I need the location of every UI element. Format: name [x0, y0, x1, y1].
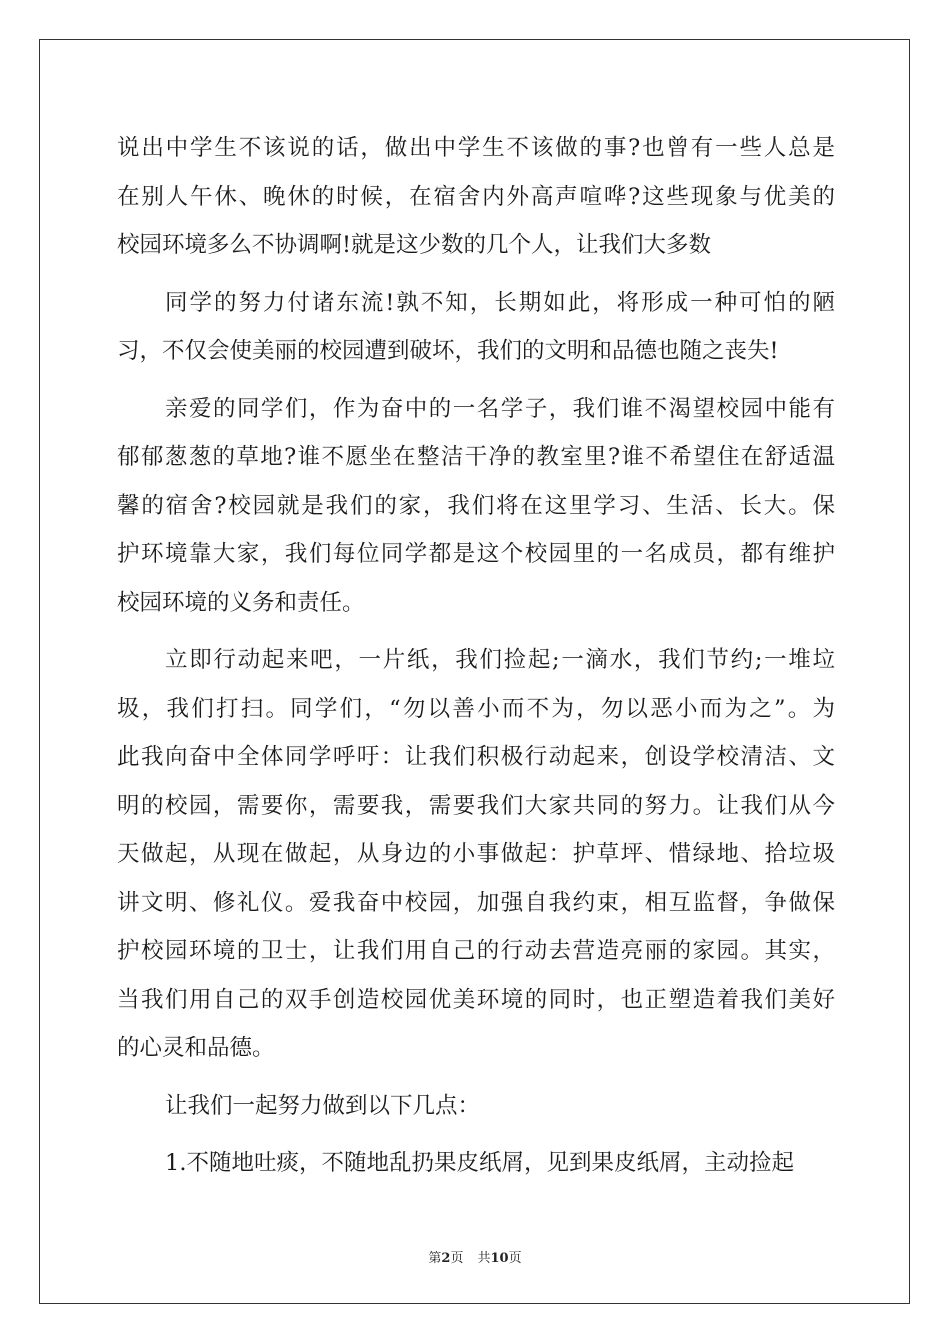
text-line: 1.不随地吐痰，不随地乱扔果皮纸屑，见到果皮纸屑，主动捡起 [165, 1150, 794, 1176]
text-line: 馨的宿舍?校园就是我们的家，我们将在这里学习、生活、长大。保 [117, 492, 835, 519]
paragraph [117, 279, 835, 376]
paragraph [117, 1139, 835, 1188]
text-line: 立即行动起来吧，一片纸，我们捡起;一滴水，我们节约;一堆垃 [165, 647, 835, 673]
paragraph [117, 1082, 835, 1131]
footer-page-prefix: 第 [428, 1251, 442, 1266]
paragraph-gap [117, 376, 835, 385]
document-body [117, 124, 835, 1188]
text-line: 说出中学生不该说的话，做出中学生不该做的事?也曾有一些人总是 [117, 135, 835, 161]
text-line: 明的校园，需要你，需要我，需要我们大家共同的努力。让我们从今 [117, 792, 835, 819]
paragraph-gap [117, 270, 835, 279]
text-line: 讲文明、修礼仪。爱我奋中校园，加强自我约束，相互监督，争做保 [117, 889, 835, 916]
paragraph [117, 385, 835, 628]
text-line: 当我们用自己的双手创造校园优美环境的同时，也正塑造着我们美好 [117, 986, 835, 1013]
text-line: 郁郁葱葱的草地?谁不愿坐在整洁干净的教室里?谁不希望住在舒适温 [117, 444, 835, 470]
text-line: 天做起，从现在做起，从身边的小事做起：护草坪、惜绿地、拾垃圾 [117, 841, 835, 867]
paragraph-gap [117, 1130, 835, 1139]
text-line: 此我向奋中全体同学呼吁：让我们积极行动起来，创设学校清洁、文 [117, 744, 835, 770]
footer-page-suffix: 页 [450, 1251, 464, 1266]
text-line: 护校园环境的卫士，让我们用自己的行动去营造亮丽的家园。其实， [117, 938, 835, 964]
footer-total-pages: 10 [490, 1251, 509, 1266]
paragraph-gap [117, 1073, 835, 1082]
text-line: 校园环境多么不协调啊!就是这少数的几个人，让我们大多数 [117, 232, 712, 258]
footer-page-number: 2 [441, 1251, 451, 1266]
text-line: 护环境靠大家，我们每位同学都是这个校园里的一名成员，都有维护 [117, 541, 835, 567]
text-line: 校园环境的义务和责任。 [117, 589, 365, 616]
text-line: 同学的努力付诸东流!孰不知，长期如此，将形成一种可怕的陋 [165, 289, 835, 316]
paragraph [117, 124, 835, 270]
text-line: 的心灵和品德。 [117, 1035, 275, 1061]
text-line: 圾，我们打扫。同学们，“勿以善小而不为，勿以恶小而为之”。为 [117, 695, 835, 722]
text-line: 在别人午休、晚休的时候，在宿舍内外高声喧哗?这些现象与优美的 [117, 183, 835, 210]
page-footer [0, 1247, 950, 1266]
text-line: 习，不仅会使美丽的校园遭到破坏，我们的文明和品德也随之丧失! [117, 338, 779, 364]
paragraph [117, 636, 835, 1073]
footer-total-suffix: 页 [508, 1251, 522, 1266]
text-line: 让我们一起努力做到以下几点： [165, 1092, 481, 1119]
paragraph-gap [117, 627, 835, 636]
footer-total-prefix: 共 [477, 1251, 491, 1266]
text-line: 亲爱的同学们，作为奋中的一名学子，我们谁不渴望校园中能有 [165, 395, 835, 422]
